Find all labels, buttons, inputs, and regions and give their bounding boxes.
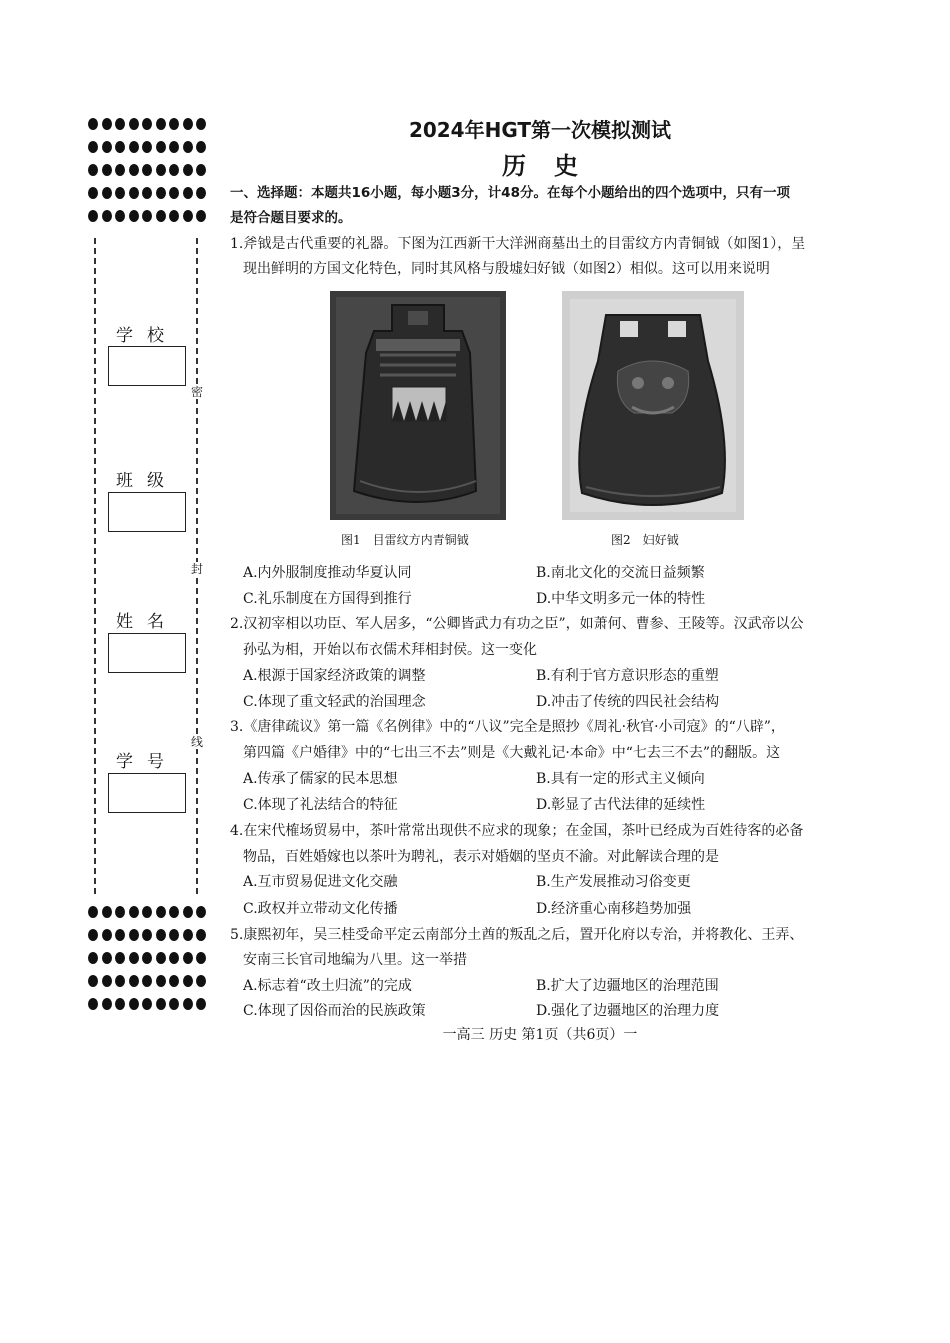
question-4-stem-line2: 物品，百姓婚嫁也以茶叶为聘礼，表示对婚姻的坚贞不渝。对此解读合理的是	[243, 849, 719, 865]
question-1-option-d[interactable]: D.中华文明多元一体的特性	[536, 591, 706, 607]
figure-1-caption: 图1 目雷纹方内青铜钺	[341, 533, 469, 547]
section-instruction-line2: 是符合题目要求的。	[230, 210, 352, 226]
section-instruction-line1: 一、选择题：本题共16小题，每小题3分，计48分。在每个小题给出的四个选项中，只有一项	[230, 185, 790, 201]
question-5-stem-line2: 安南三长官司地编为八里。这一举措	[243, 952, 467, 968]
question-3-option-d[interactable]: D.彰显了古代法律的延续性	[536, 797, 706, 813]
question-4-stem-line1: 4.在宋代榷场贸易中，茶叶常常出现供不应求的现象；在金国，茶叶已经成为百姓待客的必备	[230, 823, 804, 839]
student-id-label: 学号	[116, 752, 178, 772]
figure-2-fu-hao-axe	[562, 291, 744, 520]
exam-title: 2024年HGT第一次模拟测试	[408, 118, 672, 142]
question-4-option-d[interactable]: D.经济重心南移趋势加强	[536, 901, 692, 917]
binding-mark-feng: 封	[191, 562, 204, 576]
question-5-option-c[interactable]: C.体现了因俗而治的民族政策	[243, 1003, 426, 1019]
question-2-option-a[interactable]: A.根源于国家经济政策的调整	[243, 668, 426, 684]
binding-mark-xian: 线	[191, 735, 204, 749]
question-2-option-b[interactable]: B.有利于官方意识形态的重塑	[536, 668, 719, 684]
question-3-stem-line2: 第四篇《户婚律》中的“七出三不去”则是《大戴礼记·本命》中“七去三不去”的翻版。这	[243, 745, 781, 761]
binding-mark-mi: 密	[191, 385, 204, 399]
question-4-option-c[interactable]: C.政权并立带动文化传播	[243, 901, 398, 917]
question-3-option-a[interactable]: A.传承了儒家的民本思想	[243, 771, 398, 787]
question-2-option-c[interactable]: C.体现了重文轻武的治国理念	[243, 694, 426, 710]
page-footer: 一高三 历史 第1页（共6页）一	[442, 1027, 638, 1043]
top-dot-pattern	[88, 112, 206, 227]
school-field[interactable]	[108, 346, 186, 386]
question-4-option-a[interactable]: A.互市贸易促进文化交融	[243, 874, 398, 890]
question-2-option-d[interactable]: D.冲击了传统的四民社会结构	[536, 694, 720, 710]
question-2-stem-line1: 2.汉初宰相以功臣、军人居多，“公卿皆武力有功之臣”，如萧何、曹参、王陵等。汉武帝以公	[230, 616, 804, 632]
question-1-option-b[interactable]: B.南北文化的交流日益频繁	[536, 565, 705, 581]
question-1-stem-line1: 1.斧钺是古代重要的礼器。下图为江西新干大洋洲商墓出土的目雷纹方内青铜钺（如图1），呈	[230, 236, 806, 252]
question-5-stem-line1: 5.康熙初年，吴三桂受命平定云南部分土酋的叛乱之后，置开化府以专治，并将教化、王弄、	[230, 927, 804, 943]
bottom-dot-pattern	[88, 900, 206, 1015]
question-5-option-d[interactable]: D.强化了边疆地区的治理力度	[536, 1003, 720, 1019]
question-1-option-c[interactable]: C.礼乐制度在方国得到推行	[243, 591, 412, 607]
figure-2-caption: 图2 妇好钺	[611, 533, 679, 547]
figure-1-bronze-yue-axe	[330, 291, 506, 520]
question-3-stem-line1: 3.《唐律疏议》第一篇《名例律》中的“八议”完全是照抄《周礼·秋官·小司寇》的“八辟”，	[230, 719, 785, 735]
question-5-option-a[interactable]: A.标志着“改土归流”的完成	[243, 978, 412, 994]
binding-line-left	[94, 238, 96, 894]
question-3-option-c[interactable]: C.体现了礼法结合的特征	[243, 797, 398, 813]
name-field[interactable]	[108, 633, 186, 673]
question-5-option-b[interactable]: B.扩大了边疆地区的治理范围	[536, 978, 719, 994]
question-4-option-b[interactable]: B.生产发展推动习俗变更	[536, 874, 691, 890]
school-label: 学校	[116, 326, 178, 346]
name-label: 姓名	[116, 612, 178, 632]
question-2-stem-line2: 孙弘为相，开始以布衣儒术拜相封侯。这一变化	[243, 642, 537, 658]
subject-title: 历史	[502, 151, 606, 180]
question-3-option-b[interactable]: B.具有一定的形式主义倾向	[536, 771, 705, 787]
student-id-field[interactable]	[108, 773, 186, 813]
class-label: 班级	[116, 471, 178, 491]
question-1-stem-line2: 现出鲜明的方国文化特色，同时其风格与殷墟妇好钺（如图2）相似。这可以用来说明	[243, 261, 770, 277]
question-1-option-a[interactable]: A.内外服制度推动华夏认同	[243, 565, 412, 581]
class-field[interactable]	[108, 492, 186, 532]
